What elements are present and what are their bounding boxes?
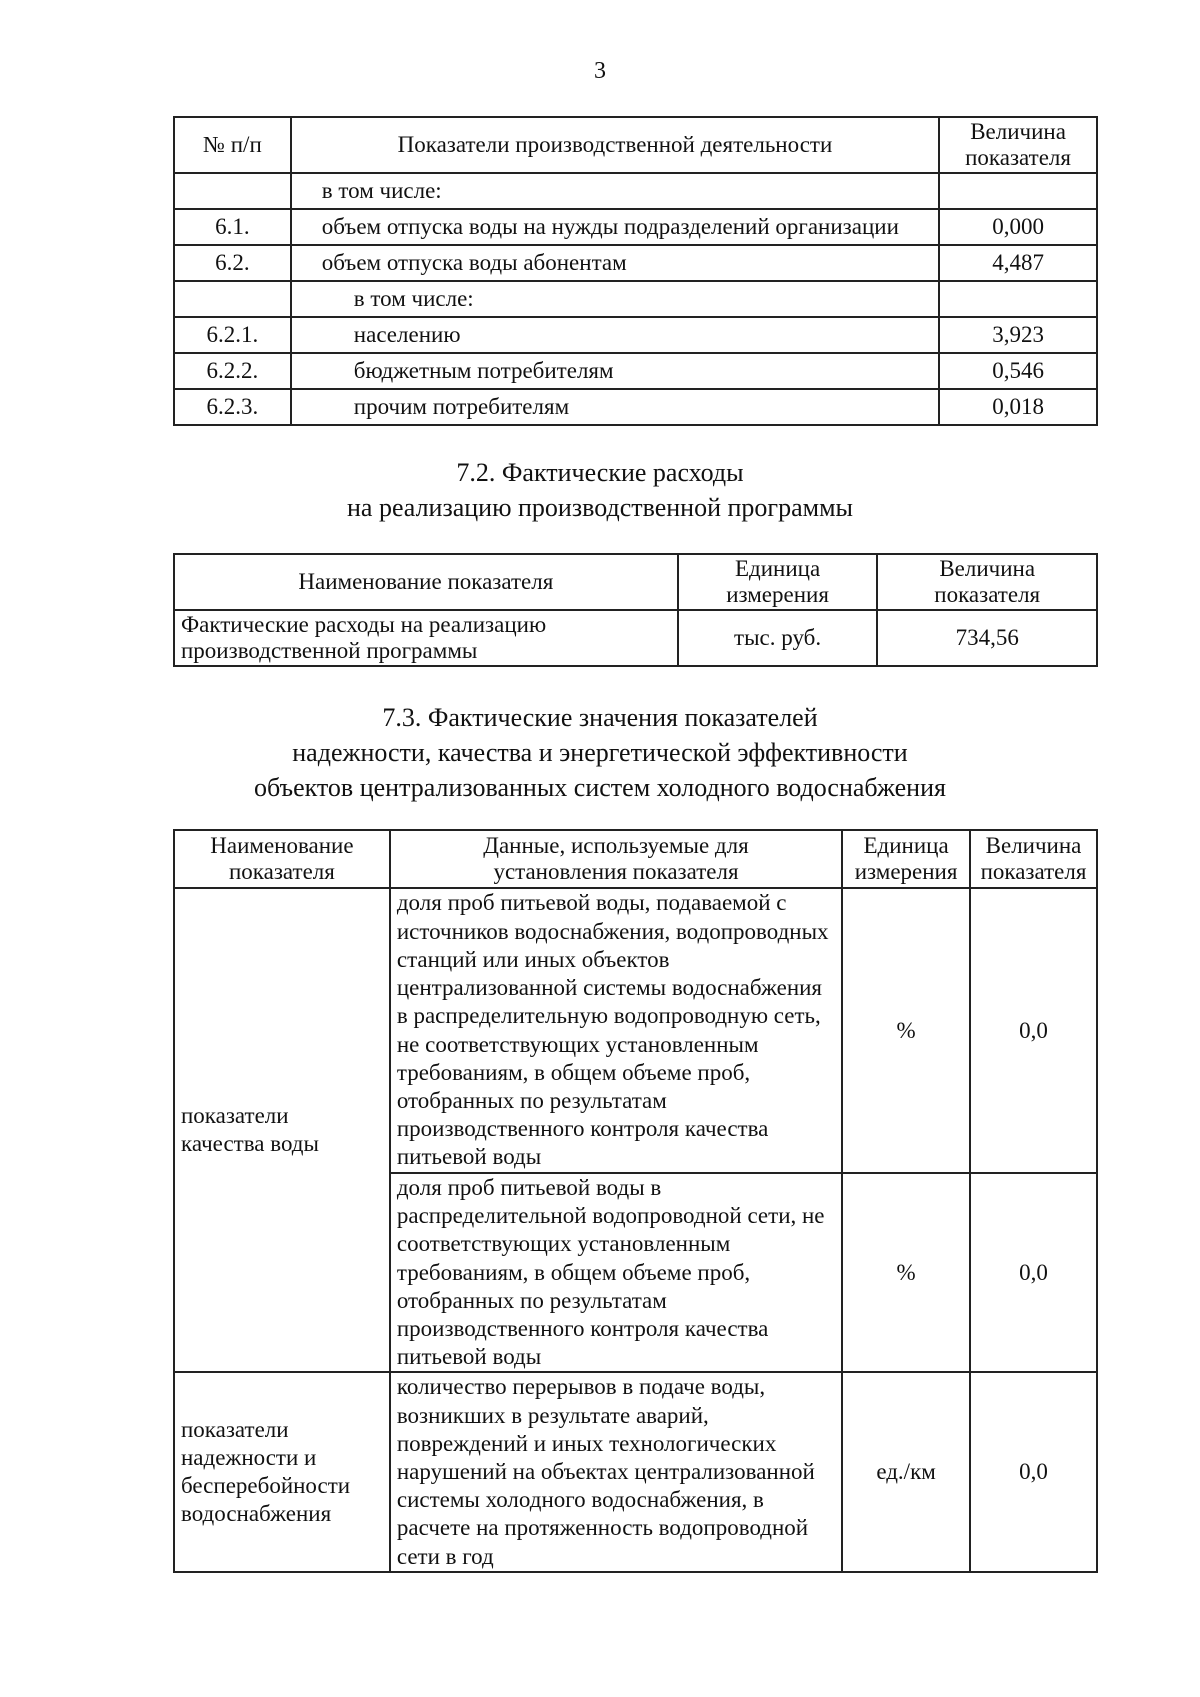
row-label: населению bbox=[291, 317, 939, 353]
col-header-value: Величина показателя bbox=[939, 117, 1097, 173]
table-row bbox=[174, 281, 1097, 317]
section-title-line: надежности, качества и энергетической эффективности bbox=[292, 738, 908, 767]
row-value bbox=[939, 281, 1097, 317]
expense-unit: тыс. руб. bbox=[678, 610, 878, 666]
table-row bbox=[174, 888, 1097, 1173]
row-label: объем отпуска воды на нужды подразделений организации bbox=[291, 209, 939, 245]
row-label: прочим потребителям bbox=[291, 389, 939, 425]
row-number: 6.2.3. bbox=[174, 389, 291, 425]
col-header-unit: Единица измерения bbox=[842, 830, 970, 888]
row-number: 6.1. bbox=[174, 209, 291, 245]
section-7-2-title bbox=[0, 455, 1200, 525]
table-row bbox=[174, 353, 1097, 389]
col-header-number: № п/п bbox=[174, 117, 291, 173]
expense-name: Фактические расходы на реализацию производственной программы bbox=[174, 610, 678, 666]
indicator-value: 0,0 bbox=[970, 888, 1097, 1173]
section-title-line: на реализацию производственной программы bbox=[346, 493, 853, 522]
expense-value: 734,56 bbox=[877, 610, 1097, 666]
indicator-data: количество перерывов в подаче воды, возникших в результате аварий, повреждений и иных технологических нарушений на объектах централизованной системы холодного водоснабжения, в расчете на протяженность водопроводной сети в год bbox=[390, 1372, 842, 1571]
row-label: в том числе: bbox=[291, 281, 939, 317]
table-header-row bbox=[174, 117, 1097, 173]
row-number: 6.2. bbox=[174, 245, 291, 281]
col-header-value: Величина показателя bbox=[970, 830, 1097, 888]
actual-expenses-table bbox=[173, 553, 1098, 667]
col-header-name: Наименование показателя bbox=[174, 830, 390, 888]
table-row bbox=[174, 209, 1097, 245]
production-indicators-table bbox=[173, 116, 1098, 426]
row-value: 4,487 bbox=[939, 245, 1097, 281]
col-header-value: Величина показателя bbox=[877, 554, 1097, 610]
col-header-data: Данные, используемые для установления показателя bbox=[390, 830, 842, 888]
page-number: 3 bbox=[594, 58, 606, 84]
col-header-unit: Единица измерения bbox=[678, 554, 878, 610]
row-number: 6.2.2. bbox=[174, 353, 291, 389]
table-row bbox=[174, 317, 1097, 353]
table-row bbox=[174, 173, 1097, 209]
row-label: объем отпуска воды абонентам bbox=[291, 245, 939, 281]
row-label: бюджетным потребителям bbox=[291, 353, 939, 389]
indicator-unit: % bbox=[842, 888, 970, 1173]
reliability-quality-table bbox=[173, 829, 1098, 1573]
indicator-value: 0,0 bbox=[970, 1173, 1097, 1372]
indicator-unit: ед./км bbox=[842, 1372, 970, 1571]
indicator-unit: % bbox=[842, 1173, 970, 1372]
table-header-row bbox=[174, 830, 1097, 888]
table-row bbox=[174, 610, 1097, 666]
col-header-indicator: Показатели производственной деятельности bbox=[291, 117, 939, 173]
row-number bbox=[174, 281, 291, 317]
section-7-3-title bbox=[0, 700, 1200, 805]
reliability-group: показатели надежности и бесперебойности водоснабжения bbox=[174, 1372, 390, 1571]
row-number: 6.2.1. bbox=[174, 317, 291, 353]
table-row bbox=[174, 1372, 1097, 1571]
indicator-data: доля проб питьевой воды в распределительной водопроводной сети, не соответствующих установленным требованиям, в общем объеме проб, отобранных по результатам производственного контроля качества питьевой воды bbox=[390, 1173, 842, 1372]
table-header-row bbox=[174, 554, 1097, 610]
row-value: 3,923 bbox=[939, 317, 1097, 353]
col-header-name: Наименование показателя bbox=[174, 554, 678, 610]
section-title-line: объектов централизованных систем холодного водоснабжения bbox=[254, 773, 946, 802]
row-value: 0,000 bbox=[939, 209, 1097, 245]
indicator-value: 0,0 bbox=[970, 1372, 1097, 1571]
table-row bbox=[174, 245, 1097, 281]
row-number bbox=[174, 173, 291, 209]
row-value: 0,546 bbox=[939, 353, 1097, 389]
row-value: 0,018 bbox=[939, 389, 1097, 425]
row-value bbox=[939, 173, 1097, 209]
water-quality-group: показатели качества воды bbox=[174, 888, 390, 1372]
table-row bbox=[174, 389, 1097, 425]
indicator-data: доля проб питьевой воды, подаваемой с источников водоснабжения, водопроводных станций или иных объектов централизованной системы водоснабжения в распределительную водопроводную сеть, не соответствующих установленным требованиям, в общем объеме проб, отобранных по результатам производственного контроля качества питьевой воды bbox=[390, 888, 842, 1173]
section-title-line: 7.3. Фактические значения показателей bbox=[382, 703, 818, 732]
row-label: в том числе: bbox=[291, 173, 939, 209]
section-title-line: 7.2. Фактические расходы bbox=[456, 458, 744, 487]
